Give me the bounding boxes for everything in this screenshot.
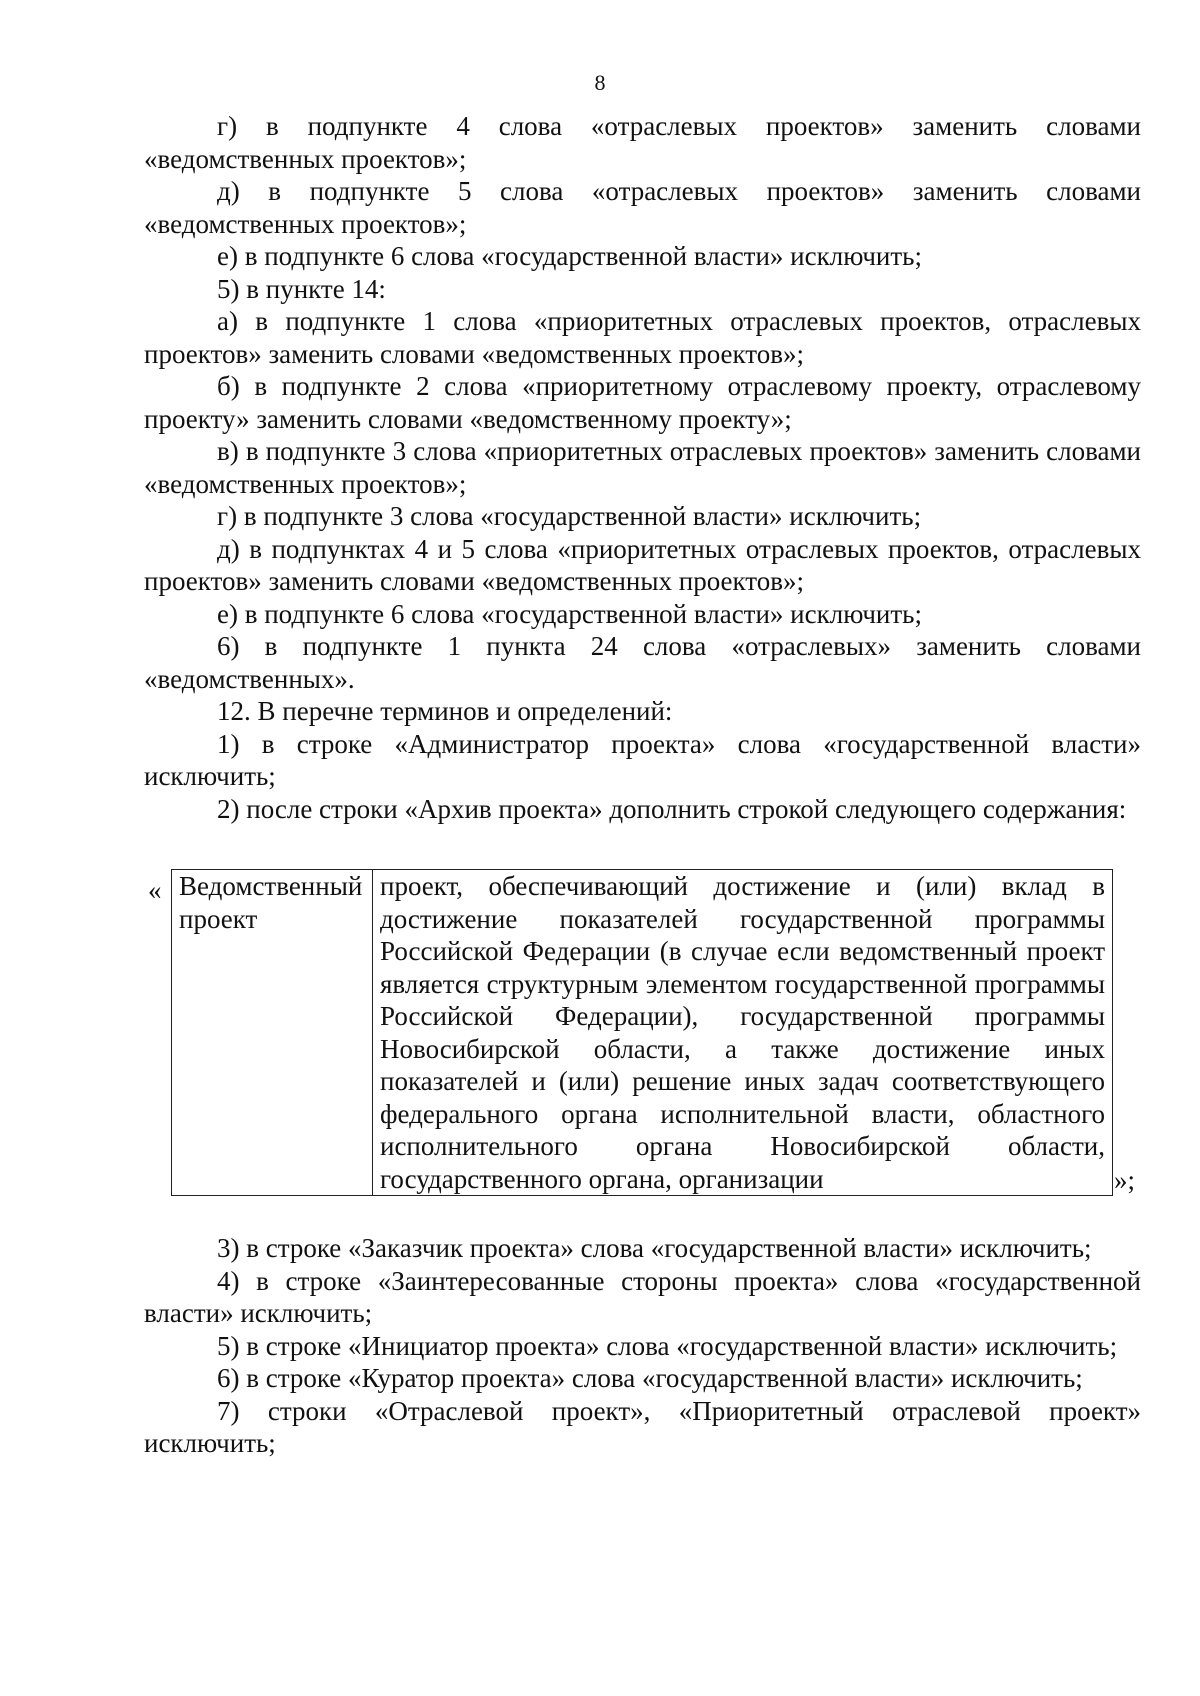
paragraph: а) в подпункте 1 слова «приоритетных отраслевых проектов, отраслевых проектов» заменить словами «ведомственных проектов»;	[144, 306, 1141, 369]
paragraph: 6) в подпункте 1 пункта 24 слова «отраслевых» заменить словами «ведомственных».	[144, 631, 1141, 694]
paragraph: е) в подпункте 6 слова «государственной власти» исключить;	[217, 241, 922, 271]
definition-cell: проект, обеспечивающий достижение и (или) вклад в достижение показателей государственной программы Российской Федерации (в случае если ведомственный проект является структурным элементом государственной программы Российской Федерации), государственной программы Новосибирской области, а также достижение иных показателей и (или) решение иных задач соответствующего федерального органа исполнительной власти, областного исполнительного органа Новосибирской области, государственного органа, организации	[373, 870, 1113, 1196]
paragraph: г) в подпункте 4 слова «отраслевых проектов» заменить словами «ведомственных проектов»;	[144, 111, 1141, 174]
definition-table-block	[144, 869, 1141, 1196]
paragraph: г) в подпункте 3 слова «государственной власти» исключить;	[217, 501, 922, 531]
paragraph: е) в подпункте 6 слова «государственной власти» исключить;	[217, 598, 922, 629]
paragraph: 5) в пункте 14:	[217, 273, 386, 304]
paragraph: д) в подпунктах 4 и 5 слова «приоритетных отраслевых проектов, отраслевых проектов» заменить словами «ведомственных проектов»;	[144, 533, 1141, 596]
opening-quote: «	[148, 875, 162, 905]
document-body	[144, 110, 1141, 1460]
paragraph: 5) в строке «Инициатор проекта» слова «государственной власти» исключить;	[217, 1330, 1118, 1361]
page-number: 8	[594, 70, 606, 95]
term-cell: Ведомственный проект	[172, 870, 373, 1196]
paragraph: 6) в строке «Куратор проекта» слова «государственной власти» исключить;	[217, 1363, 1083, 1393]
paragraph: 3) в строке «Заказчик проекта» слова «государственной власти» исключить;	[217, 1233, 1092, 1263]
closing-quote: »;	[1114, 1164, 1136, 1195]
paragraph: в) в подпункте 3 слова «приоритетных отраслевых проектов» заменить словами «ведомственных проектов»;	[144, 436, 1141, 499]
paragraph: 12. В перечне терминов и определений:	[217, 696, 673, 726]
paragraph: д) в подпункте 5 слова «отраслевых проектов» заменить словами «ведомственных проектов»;	[144, 176, 1141, 239]
paragraph: 7) строки «Отраслевой проект», «Приоритетный отраслевой проект» исключить;	[144, 1395, 1141, 1458]
paragraph: б) в подпункте 2 слова «приоритетному отраслевому проекту, отраслевому проекту» заменить словами «ведомственному проекту»;	[144, 371, 1141, 434]
paragraph: 1) в строке «Администратор проекта» слова «государственной власти» исключить;	[144, 728, 1141, 791]
table-row	[172, 870, 1113, 1196]
paragraph: 2) после строки «Архив проекта» дополнить строкой следующего содержания:	[217, 793, 1127, 824]
definition-table	[171, 869, 1113, 1196]
paragraph: 4) в строке «Заинтересованные стороны проекта» слова «государственной власти» исключить;	[144, 1265, 1141, 1328]
